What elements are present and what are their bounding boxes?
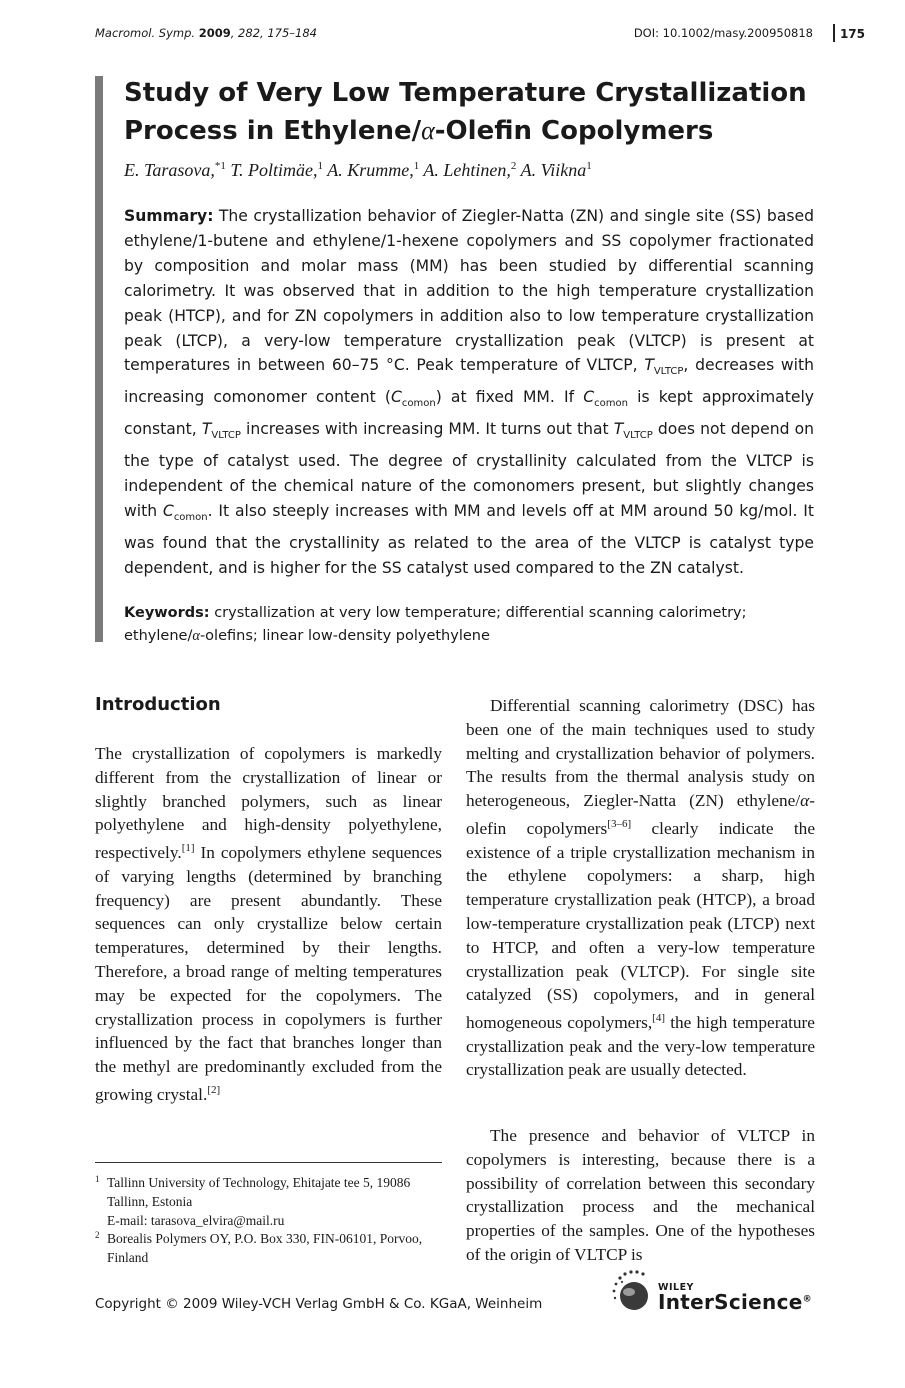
abstract-side-bar — [95, 76, 103, 642]
body-paragraph: The presence and behavior of VLTCP in copolymers is interesting, because there is a possibility of correlation between this secondary crystallization process and the mechanical properties of the samples. One of the hypotheses of the origin of VLTCP is — [466, 1126, 815, 1264]
footnote-affiliation-2: 2 Borealis Polymers OY, P.O. Box 330, FIN-06101, Porvoo, Finland — [95, 1230, 423, 1265]
doi[interactable]: DOI: 10.1002/masy.200950818 — [633, 26, 813, 40]
citation-ref[interactable]: [1] — [181, 842, 195, 855]
footnote-divider — [95, 1162, 442, 1163]
author: A. Krumme,$^1$ — [327, 160, 420, 180]
running-header — [95, 26, 865, 44]
author: T. Poltimäe,$^1$ — [230, 160, 324, 180]
section-heading-introduction: Introduction — [95, 694, 221, 715]
author: A. Lehtinen,$^2$ — [423, 160, 517, 180]
author: A. Viikna$^1$ — [520, 160, 592, 180]
interscience-wordmark: InterScience® — [658, 1290, 812, 1314]
author-list — [124, 160, 592, 181]
citation-ref[interactable]: [3–6] — [607, 817, 632, 830]
keywords: Keywords: crystallization at very low temperature; differential scanning calorimetry; ethylene/α-olefins; linear low-density polyethylene — [124, 605, 747, 644]
copyright-notice: Copyright © 2009 Wiley-VCH Verlag GmbH & Co. KGaA, Weinheim — [95, 1296, 543, 1312]
page-number: 175 — [833, 24, 865, 42]
body-paragraph: The crystallization of copolymers is markedly different from the crystallization of linear or slightly branched polymers, such as linear polyethylene and high-density polyethylene, respectively.[1] In copolymers ethylene sequences of varying lengths (determined by branching frequency) are present abundantly. These sequences can only crystallize below certain temperatures, determined by their lengths. Therefore, a broad range of melting temperatures may be expected for the copolymers. The crystallization process in copolymers is further influenced by the fact that branches longer than the methyl are predominantly excluded from the growing crystal.[2] — [95, 744, 442, 1104]
citation-ref[interactable]: [2] — [207, 1083, 221, 1096]
footnote-affiliation-1: 1 Tallinn University of Technology, Ehitajate tee 5, 19086 Tallinn, Estonia E-mail: tarasova_elvira@mail.ru — [95, 1173, 442, 1230]
body-paragraph: Differential scanning calorimetry (DSC) has been one of the main techniques used to study melting and crystallization behavior of polymers. The results from the thermal analysis study on heterogeneous, Ziegler-Natta (ZN) ethylene/α-olefin copolymers[3–6] clearly indicate the existence of a triple crystallization mechanism in the ethylene copolymers: a sharp, high temperature crystallization peak (HTCP), a broad low-temperature crystallization peak (LTCP) next to HTCP, and often a very-low temperature crystallization peak (VLTCP). For single site catalyzed (SS) copolymers, and in general homogeneous copolymers,[4] the high temperature crystallization peak and the very-low temperature crystallization peak are usually detected. — [466, 696, 815, 1080]
paper-title: Study of Very Low Temperature Crystallization Process in Ethylene/α-Olefin Copolymers — [124, 78, 807, 146]
author: E. Tarasova,$^{*1}$ — [124, 160, 226, 180]
wiley-interscience-logo: WILEY InterScience® — [612, 1268, 822, 1316]
summary-label: Summary: — [124, 207, 214, 225]
citation-ref[interactable]: [4] — [652, 1012, 665, 1025]
globe-dots-icon — [612, 1268, 656, 1316]
abstract-summary: Summary: The crystallization behavior of Ziegler-Natta (ZN) and single site (SS) based ethylene/1-butene and ethylene/1-hexene copolymers and SS copolymer fractionated by composition and molar mass (MM) has been studied by differential scanning calorimetry. It was observed that in addition to the high temperature crystallization peak (HTCP), and for ZN copolymers in addition also to low temperature crystallization peak (LTCP), a very-low temperature crystallization peak (VLTCP) is present at temperatures in between 60–75 °C. Peak temperature of VLTCP, $T_{VLTCP}$, decreases with increasing comonomer content $(C_{comon})$ at fixed MM. If $C_{comon}$ is kept approximately constant, $T_{VLTCP}$ increases with increasing MM. It turns out that $T_{VLTCP}$ does not depend on the type of catalyst used. The degree of crystallinity calculated from the VLTCP is independent of the chemical nature of the comonomers present, but slightly changes with $C_{comon}$. It also steeply increases with MM and levels off at MM around 50 kg/mol. It was found that the crystallinity as related to the area of the VLTCP is catalyst type dependent, and is higher for the SS catalyst used compared to the ZN catalyst. — [124, 207, 815, 578]
keywords-label: Keywords: — [124, 605, 210, 621]
author-email[interactable]: E-mail: tarasova_elvira@mail.ru — [107, 1213, 285, 1228]
journal-citation: Macromol. Symp. 2009, 282, 175–184 — [95, 26, 317, 40]
